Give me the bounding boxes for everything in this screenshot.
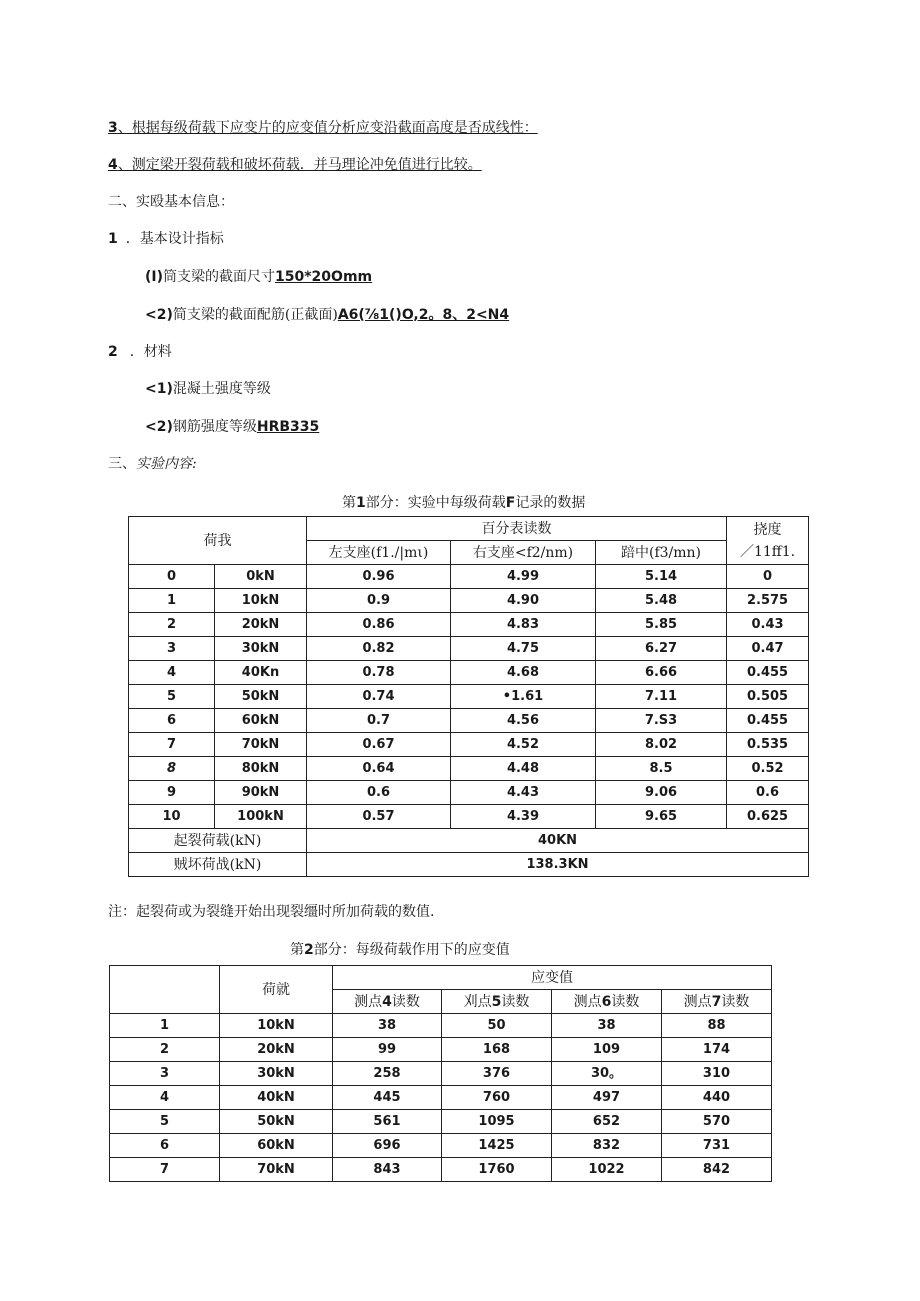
item-text: 混凝土强度等级	[172, 381, 271, 397]
cell-right: 4.39	[451, 805, 596, 829]
objective-item-4	[108, 155, 482, 175]
cell-p4: 696	[333, 1134, 442, 1158]
table-row	[110, 1134, 772, 1158]
failure-load-label: 贼坏荷战(kN)	[129, 853, 307, 877]
item-number: 2	[108, 344, 118, 360]
cell-load: 0kN	[215, 565, 307, 589]
cell-idx: 10	[129, 805, 215, 829]
cell-mid: 8.5	[596, 757, 727, 781]
header-text: 测点	[354, 993, 383, 1010]
header-text: 读数	[611, 993, 640, 1010]
cell-right: •1.61	[451, 685, 596, 709]
cell-left: 0.67	[307, 733, 451, 757]
cell-p7: 570	[662, 1110, 772, 1134]
header-left-support: 左支座(f1./|mι)	[307, 541, 451, 565]
cell-p7: 310	[662, 1062, 772, 1086]
cell-p4: 258	[333, 1062, 442, 1086]
cell-p4: 445	[333, 1086, 442, 1110]
cell-defl: 2.575	[727, 589, 809, 613]
cell-p7: 731	[662, 1134, 772, 1158]
beam-section-size	[145, 267, 372, 287]
cell-mid: 9.06	[596, 781, 727, 805]
header-text: 刈点	[463, 993, 492, 1010]
cell-right: 4.68	[451, 661, 596, 685]
cell-idx: 4	[110, 1086, 220, 1110]
table-row	[110, 1086, 772, 1110]
cell-mid: 8.02	[596, 733, 727, 757]
cell-idx: 9	[129, 781, 215, 805]
cell-idx: 5	[110, 1110, 220, 1134]
cell-load: 30kN	[220, 1062, 333, 1086]
cell-defl: 0.455	[727, 661, 809, 685]
cell-p7: 842	[662, 1158, 772, 1182]
cell-right: 4.83	[451, 613, 596, 637]
table2-caption	[290, 939, 510, 959]
cell-load: 30kN	[215, 637, 307, 661]
cell-right: 4.52	[451, 733, 596, 757]
cell-p5: 1425	[442, 1134, 552, 1158]
caption-symbol: F	[505, 495, 516, 511]
cell-load: 40Kn	[215, 661, 307, 685]
header-point-4	[333, 990, 442, 1014]
cell-idx: 1	[129, 589, 215, 613]
item-text: 筒支梁的截面尺寸	[163, 269, 276, 285]
table-row	[129, 757, 809, 781]
cell-right: 4.48	[451, 757, 596, 781]
header-load: 荷就	[220, 966, 333, 1014]
cell-load: 50kN	[215, 685, 307, 709]
cell-p4: 843	[333, 1158, 442, 1182]
cell-mid: 9.65	[596, 805, 727, 829]
footnote: 注：起裂荷或为裂缝开始出现裂缰时所加荷载的数值.	[108, 904, 435, 920]
cell-idx: 4	[129, 661, 215, 685]
header-text: 读数	[391, 993, 420, 1010]
table1-caption	[342, 492, 585, 512]
cell-idx: 2	[110, 1038, 220, 1062]
cell-load: 60kN	[220, 1134, 333, 1158]
cell-left: 0.78	[307, 661, 451, 685]
section-heading-experiment	[108, 454, 197, 474]
header-text: 测点	[573, 993, 602, 1010]
cell-idx: 5	[129, 685, 215, 709]
cell-load: 90kN	[215, 781, 307, 805]
cell-p4: 38	[333, 1014, 442, 1038]
objective-text: 、测定梁开裂荷载和破坏荷载．并马理论冲免值进行比较。	[117, 157, 482, 173]
cell-p6: 1022	[552, 1158, 662, 1182]
objective-text: 、根据每级荷载下应变片的应变值分析应变沿截面高度是否成线性：	[117, 120, 538, 136]
cell-mid: 6.27	[596, 637, 727, 661]
deflection-data-table	[128, 516, 809, 877]
item-prefix: <2)	[145, 419, 173, 435]
caption-part: 第	[290, 942, 304, 958]
table-row	[129, 733, 809, 757]
crack-load-label: 起裂荷载(kN)	[129, 829, 307, 853]
cell-p5: 1095	[442, 1110, 552, 1134]
table-row	[129, 709, 809, 733]
cell-load: 20kN	[215, 613, 307, 637]
item-number: 1	[108, 231, 118, 247]
table-row	[129, 565, 809, 589]
beam-reinforcement	[145, 305, 509, 325]
cell-right: 4.43	[451, 781, 596, 805]
header-point-5	[442, 990, 552, 1014]
cell-load: 10kN	[215, 589, 307, 613]
header-number: 5	[491, 993, 502, 1010]
cell-defl: 0	[727, 565, 809, 589]
cell-p5: 50	[442, 1014, 552, 1038]
section-heading-basic-info: 二、实殴基本信息：	[108, 194, 234, 210]
caption-part: 记录的数据	[515, 495, 586, 511]
cell-idx: 6	[129, 709, 215, 733]
cell-left: 0.96	[307, 565, 451, 589]
heading-prefix: 三、	[108, 456, 136, 472]
header-load: 荷我	[129, 517, 307, 565]
cell-p4: 99	[333, 1038, 442, 1062]
crack-load-value: 40KN	[307, 829, 809, 853]
steel-grade	[145, 417, 319, 437]
cell-left: 0.86	[307, 613, 451, 637]
cell-right: 4.99	[451, 565, 596, 589]
cell-defl: 0.43	[727, 613, 809, 637]
cell-p7: 174	[662, 1038, 772, 1062]
failure-load-value: 138.3KN	[307, 853, 809, 877]
objective-item-3	[108, 118, 538, 138]
cell-defl: 0.455	[727, 709, 809, 733]
table-row	[129, 805, 809, 829]
cell-mid: 6.66	[596, 661, 727, 685]
table-row	[110, 1038, 772, 1062]
cell-load: 80kN	[215, 757, 307, 781]
table-row	[110, 1062, 772, 1086]
header-number: 4	[382, 993, 392, 1010]
cell-defl: 0.6	[727, 781, 809, 805]
header-index	[110, 966, 220, 1014]
cell-idx: 7	[110, 1158, 220, 1182]
item-value: A6(⅞1()O,2。8、2<N4	[337, 307, 510, 323]
cell-p5: 1760	[442, 1158, 552, 1182]
cell-p7: 440	[662, 1086, 772, 1110]
cell-p6: 30。	[552, 1062, 662, 1086]
cell-mid: 7.11	[596, 685, 727, 709]
cell-p6: 497	[552, 1086, 662, 1110]
cell-p6: 109	[552, 1038, 662, 1062]
item-text: 简支梁的截面配筋(正截面)	[172, 307, 338, 323]
table-row	[129, 637, 809, 661]
cell-left: 0.57	[307, 805, 451, 829]
cell-idx: 3	[129, 637, 215, 661]
cell-left: 0.9	[307, 589, 451, 613]
cell-p5: 760	[442, 1086, 552, 1110]
item-number: 3	[108, 120, 118, 136]
caption-part: 部分：每级荷载作用下的应变值	[313, 942, 510, 958]
header-text: 读数	[721, 993, 750, 1010]
item-number: 4	[108, 157, 118, 173]
cell-left: 0.7	[307, 709, 451, 733]
header-right-support: 右支座<f2/nm)	[451, 541, 596, 565]
concrete-grade	[145, 379, 271, 399]
cell-idx: 0	[129, 565, 215, 589]
cell-left: 0.74	[307, 685, 451, 709]
header-deflection-line1: 挠度	[753, 521, 782, 538]
header-point-7	[662, 990, 772, 1014]
cell-p4: 561	[333, 1110, 442, 1134]
cell-right: 4.75	[451, 637, 596, 661]
subsection-materials	[108, 342, 172, 362]
header-number: 7	[711, 993, 722, 1010]
cell-p5: 376	[442, 1062, 552, 1086]
cell-mid: 5.85	[596, 613, 727, 637]
cell-left: 0.64	[307, 757, 451, 781]
caption-part: 部分：实验中每级荷载	[365, 495, 506, 511]
table-row	[129, 661, 809, 685]
cell-p7: 88	[662, 1014, 772, 1038]
table-row	[110, 1014, 772, 1038]
item-prefix: <2)	[145, 307, 173, 323]
cell-defl: 0.535	[727, 733, 809, 757]
cell-defl: 0.47	[727, 637, 809, 661]
header-text: 测点	[683, 993, 712, 1010]
caption-number: 1	[356, 495, 366, 511]
cell-mid: 5.48	[596, 589, 727, 613]
cell-idx: 8	[129, 757, 215, 781]
subsection-title: ．基本设计指标	[125, 231, 224, 247]
item-prefix: <1)	[145, 381, 173, 397]
item-value: HRB335	[256, 419, 320, 435]
heading-text: 实验内容:	[136, 456, 197, 472]
cell-p6: 652	[552, 1110, 662, 1134]
cell-left: 0.6	[307, 781, 451, 805]
table-row	[129, 613, 809, 637]
cell-idx: 7	[129, 733, 215, 757]
cell-load: 70kN	[220, 1158, 333, 1182]
cell-p6: 832	[552, 1134, 662, 1158]
header-point-6	[552, 990, 662, 1014]
cell-right: 4.56	[451, 709, 596, 733]
cell-defl: 0.52	[727, 757, 809, 781]
table-row	[129, 781, 809, 805]
item-prefix: (I)	[145, 269, 164, 285]
cell-idx: 2	[129, 613, 215, 637]
cell-defl: 0.505	[727, 685, 809, 709]
header-text: 读数	[501, 993, 530, 1010]
subsection-title: ．材料	[129, 344, 172, 360]
table-row	[129, 589, 809, 613]
cell-load: 60kN	[215, 709, 307, 733]
subsection-design-indices	[108, 229, 224, 249]
caption-part: 第	[342, 495, 356, 511]
cell-p5: 168	[442, 1038, 552, 1062]
cell-load: 10kN	[220, 1014, 333, 1038]
cell-load: 70kN	[215, 733, 307, 757]
cell-idx: 1	[110, 1014, 220, 1038]
cell-mid: 5.14	[596, 565, 727, 589]
cell-right: 4.90	[451, 589, 596, 613]
cell-mid: 7.S3	[596, 709, 727, 733]
cell-defl: 0.625	[727, 805, 809, 829]
header-dial-readings: 百分表读数	[307, 517, 727, 541]
cell-idx: 3	[110, 1062, 220, 1086]
table-row	[110, 1158, 772, 1182]
header-deflection	[727, 517, 809, 565]
cell-load: 100kN	[215, 805, 307, 829]
strain-data-table	[109, 965, 772, 1182]
table-row	[110, 1110, 772, 1134]
table-row	[129, 685, 809, 709]
cell-load: 20kN	[220, 1038, 333, 1062]
item-text: 钢筋强度等级	[172, 419, 257, 435]
header-strain: 应变值	[333, 966, 772, 990]
header-number: 6	[601, 993, 612, 1010]
header-midspan: 踣中(f3/mn)	[596, 541, 727, 565]
cell-p6: 38	[552, 1014, 662, 1038]
cell-load: 50kN	[220, 1110, 333, 1134]
cell-idx: 6	[110, 1134, 220, 1158]
cell-load: 40kN	[220, 1086, 333, 1110]
caption-number: 2	[304, 942, 314, 958]
cell-left: 0.82	[307, 637, 451, 661]
item-value: 150*20Omm	[275, 269, 373, 285]
header-deflection-line2: ／11ff1.	[739, 543, 796, 560]
